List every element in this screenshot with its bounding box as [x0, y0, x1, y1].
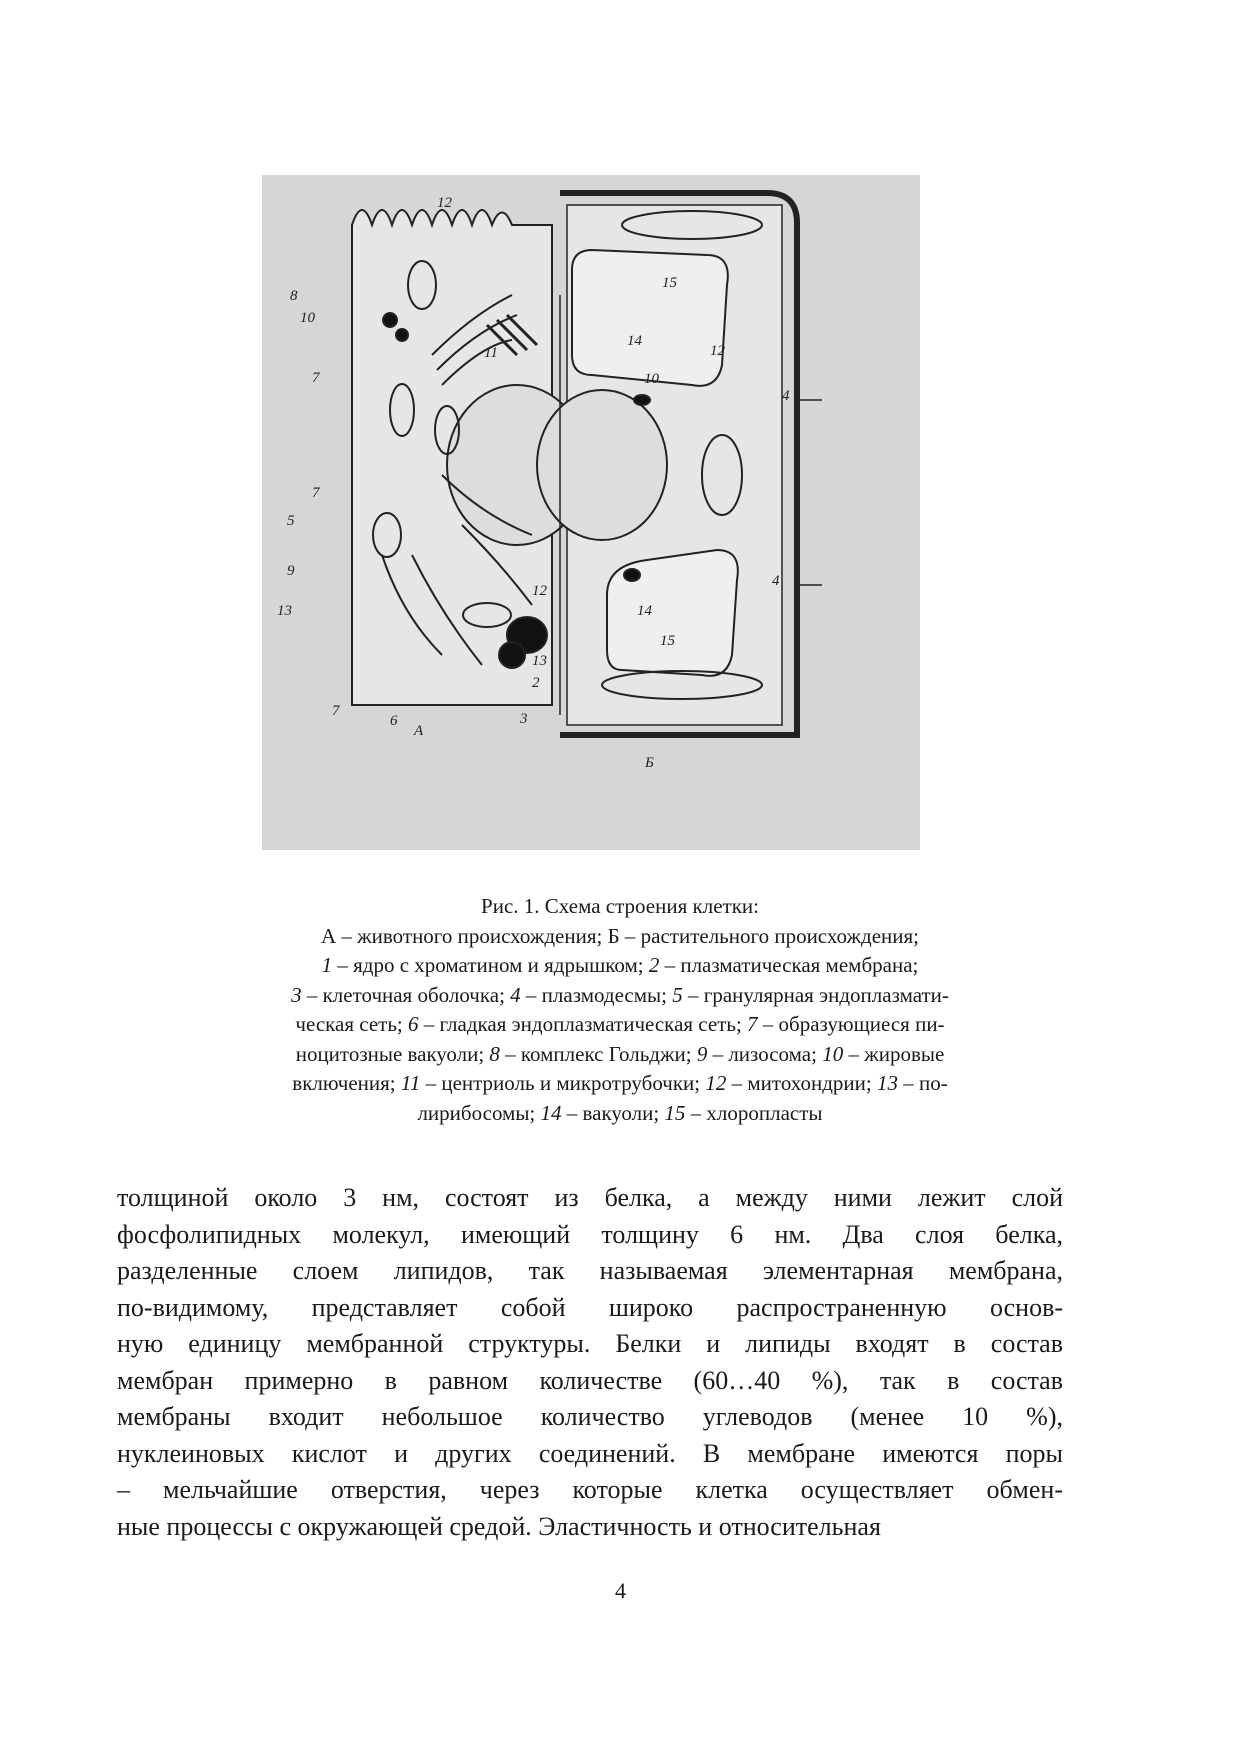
caption-text: ческая сеть; [295, 1012, 408, 1036]
body-line: фосфолипидных молекул, имеющий толщину 6 нм. Два слоя белка, [117, 1219, 1063, 1249]
label-2: 2 [532, 675, 540, 691]
caption-item-number: 10 [822, 1041, 844, 1066]
caption-text: – клеточная оболочка; [301, 982, 511, 1007]
body-line: ные процессы с окружающей средой. Эластичность и относительная [117, 1511, 881, 1541]
label-5: 5 [287, 513, 295, 529]
label-8: 8 [290, 288, 298, 304]
figure-caption [118, 892, 1122, 1128]
caption-text: – гранулярная эндоплазмати- [682, 982, 949, 1007]
plant-cell [537, 193, 822, 735]
caption-text: – плазмодесмы; [520, 982, 673, 1007]
label-12: 12 [437, 195, 452, 211]
label-4: 4 [782, 388, 790, 404]
body-line: нуклеиновых кислот и других соединений. В мембране имеются поры [117, 1438, 1063, 1468]
caption-text: – ядро с хроматином и ядрышком; [332, 953, 649, 977]
label-12: 12 [532, 583, 547, 599]
caption-item-number: 11 [400, 1071, 421, 1095]
caption-line [118, 892, 1122, 922]
caption-text: – по- [897, 1071, 948, 1095]
caption-item-number: 1 [321, 953, 333, 977]
label-B: Б [645, 755, 654, 771]
body-line: толщиной около 3 нм, состоят из белка, а между ними лежит слой [117, 1183, 1063, 1212]
body-line: мембран примерно в равном количестве (60…40 %), так в состав [117, 1365, 1063, 1395]
caption-item-number: 5 [672, 982, 683, 1007]
caption-line [118, 1040, 1122, 1070]
label-A: А [414, 723, 424, 739]
label-12: 12 [710, 343, 725, 359]
label-15: 15 [660, 633, 675, 649]
caption-text: – плазматическая мембрана; [659, 953, 919, 977]
caption-text: – жировые [843, 1041, 945, 1066]
label-10: 10 [644, 371, 659, 387]
page-number: 4 [615, 1578, 626, 1603]
caption-line [118, 1010, 1122, 1040]
label-9: 9 [287, 563, 295, 579]
body-line: разделенные слоем липидов, так называемая элементарная мембрана, [117, 1256, 1063, 1285]
label-14: 14 [627, 333, 642, 349]
label-11: 11 [484, 345, 498, 361]
caption-item-number: 12 [705, 1071, 727, 1095]
caption-item-number: 2 [648, 953, 660, 977]
label-13: 13 [277, 603, 292, 619]
cell-structure-figure [262, 175, 920, 850]
label-14: 14 [637, 603, 652, 619]
caption-text: – комплекс Гольджи; [499, 1041, 697, 1066]
caption-text: – хлоропласты [685, 1100, 823, 1125]
label-3: 3 [520, 711, 528, 727]
caption-text: – центриоль и микротрубочки; [420, 1071, 706, 1095]
label-10: 10 [300, 310, 315, 326]
caption-text: – вакуоли; [561, 1100, 665, 1125]
caption-line [118, 951, 1122, 981]
caption-text: ноцитозные вакуоли; [295, 1041, 490, 1066]
caption-text: – митохондрии; [726, 1071, 877, 1095]
label-4: 4 [772, 573, 780, 589]
caption-item-number: 3 [291, 982, 302, 1007]
caption-text: включения; [292, 1071, 401, 1095]
label-7: 7 [312, 485, 320, 501]
caption-item-number: 9 [696, 1041, 708, 1066]
label-6: 6 [390, 713, 398, 729]
caption-line [118, 922, 1122, 952]
caption-text: – образующиеся пи- [757, 1012, 945, 1036]
label-7: 7 [312, 370, 320, 386]
caption-text: Рис. 1. Схема строения клетки: [481, 894, 759, 918]
caption-item-number: 15 [664, 1100, 686, 1125]
body-line: по-видимому, представляет собой широко распространенную основ- [117, 1292, 1063, 1322]
label-13: 13 [532, 653, 547, 669]
caption-item-number: 6 [408, 1012, 419, 1036]
caption-line [118, 1069, 1122, 1099]
caption-text: лирибосомы; [417, 1100, 541, 1125]
caption-text: – лизосома; [707, 1041, 823, 1066]
caption-item-number: 4 [510, 982, 521, 1007]
body-line: мембраны входит небольшое количество углеводов (менее 10 %), [117, 1402, 1063, 1431]
label-7: 7 [332, 703, 340, 719]
caption-line [118, 1099, 1122, 1129]
caption-text: – гладкая эндоплазматическая сеть; [418, 1012, 748, 1036]
caption-item-number: 7 [747, 1012, 758, 1036]
body-line: ную единицу мембранной структуры. Белки и липиды входят в состав [117, 1329, 1063, 1358]
caption-item-number: 14 [540, 1100, 562, 1125]
body-line: – мельчайшие отверстия, через которые клетка осуществляет обмен- [117, 1475, 1063, 1504]
body-text [117, 1180, 1063, 1545]
caption-line [118, 981, 1122, 1011]
label-15: 15 [662, 275, 677, 291]
caption-item-number: 13 [876, 1071, 898, 1095]
caption-text: А – животного происхождения; Б – растительного происхождения; [320, 923, 920, 948]
caption-item-number: 8 [489, 1041, 500, 1066]
